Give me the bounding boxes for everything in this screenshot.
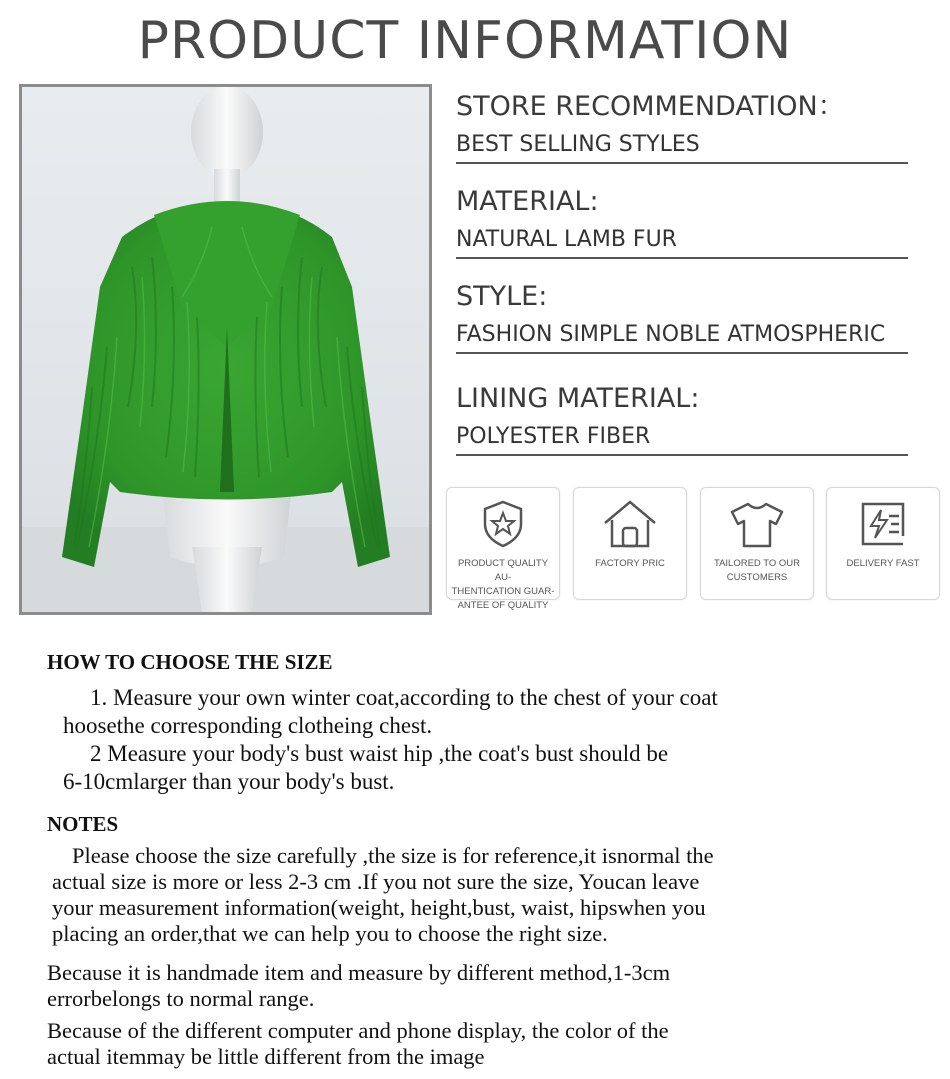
spec-value: NATURAL LAMB FUR — [456, 225, 908, 259]
badge-quality — [446, 487, 560, 611]
notes-extra-line: actual itemmay be little different from the image — [47, 1044, 485, 1069]
spec-label: STORE RECOMMENDATION： — [456, 91, 845, 122]
notes-line: Please choose the size carefully ,the size is for reference,it isnormal the — [72, 843, 714, 868]
notes-extra-line: Because of the different computer and phone display, the color of the — [47, 1018, 669, 1043]
spec-value: BEST SELLING STYLES — [456, 130, 908, 164]
size-guide-heading: HOW TO CHOOSE THE SIZE — [47, 650, 333, 674]
spec-label: STYLE: — [456, 281, 548, 312]
spec-material — [456, 185, 908, 259]
badge-caption: DELIVERY FAST — [846, 558, 920, 569]
spec-value: POLYESTER FIBER — [456, 422, 908, 456]
tshirt-icon — [701, 498, 813, 550]
notes-line: actual size is more or less 2-3 cm .If you not sure the size, Youcan leave — [52, 869, 700, 894]
notes-line: placing an order,that we can help you to choose the right size. — [52, 921, 608, 946]
notes-extra-line: errorbelongs to normal range. — [47, 986, 315, 1011]
size-guide-line: 6-10cmlarger than your body's bust. — [63, 769, 395, 794]
notes-extra-line: Because it is handmade item and measure by different method,1-3cm — [47, 960, 671, 985]
house-icon — [574, 498, 686, 550]
spec-label: MATERIAL: — [456, 186, 599, 217]
badge-caption: TAILORED TO OUR CUSTOMERS — [713, 558, 801, 583]
spec-store-recommendation — [456, 90, 908, 164]
notes-heading: NOTES — [47, 812, 119, 836]
badge-caption: FACTORY PRIC — [595, 558, 665, 569]
spec-lining-material — [456, 382, 908, 456]
badge-tailored — [700, 487, 814, 600]
spec-label: LINING MATERIAL: — [456, 383, 700, 414]
spec-style — [456, 280, 908, 354]
badge-caption: PRODUCT QUALITY AU- THENTICATION GUAR- ANTEE OF QUALITY — [451, 558, 555, 611]
spec-value: FASHION SIMPLE NOBLE ATMOSPHERIC — [456, 320, 908, 354]
size-guide-line: hoosethe corresponding clotheing chest. — [63, 713, 433, 738]
shield-star-icon — [447, 498, 559, 550]
notes-line: your measurement information(weight, height,bust, waist, hipswhen you — [52, 895, 706, 920]
size-guide-line: 2 Measure your body's bust waist hip ,the coat's bust should be — [90, 741, 669, 766]
badge-delivery-fast — [826, 487, 940, 600]
badge-factory-price — [573, 487, 687, 600]
page-title: PRODUCT INFORMATION — [137, 11, 793, 71]
product-photo — [19, 84, 432, 615]
size-guide-line: 1. Measure your own winter coat,according to the chest of your coat — [90, 685, 718, 710]
fast-delivery-icon — [827, 498, 939, 550]
